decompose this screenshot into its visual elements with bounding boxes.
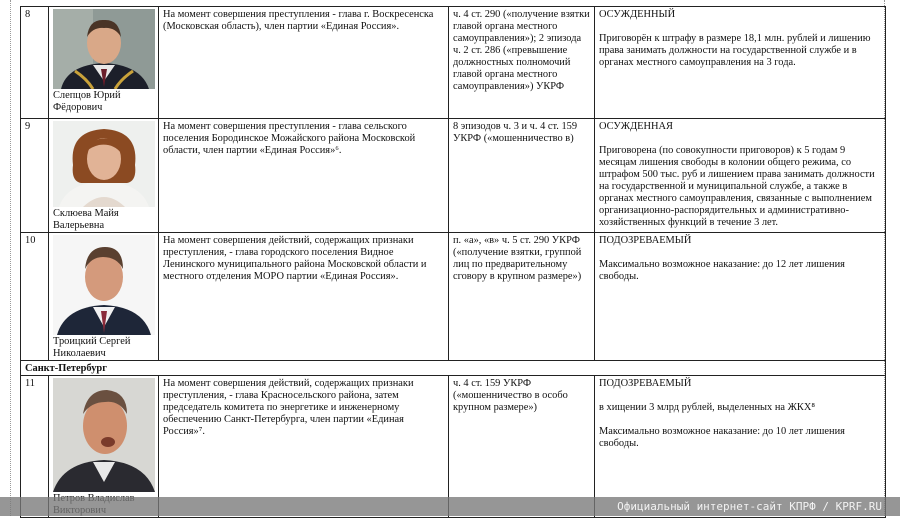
person-name: Троицкий Сергей Николаевич bbox=[53, 336, 131, 359]
row-number: 10 bbox=[21, 233, 49, 361]
region-header: Санкт-Петербург bbox=[21, 361, 886, 376]
row-number: 11 bbox=[21, 376, 49, 518]
position-cell: На момент совершения действий, содержащих признаки преступления, - глава городского поселения Видное Ленинского муниципального района Московской области и местного отделения МОРО партии «Единая Россия». bbox=[159, 233, 449, 361]
status-cell bbox=[595, 233, 886, 361]
spacer bbox=[599, 21, 881, 33]
portrait-photo bbox=[53, 9, 155, 89]
position-cell: На момент совершения преступления - глава г. Воскресенска (Московская область), член партии «Единая Россия». bbox=[159, 7, 449, 119]
position-cell: На момент совершения преступления - глава сельского поселения Бородинское Можайского района Московской области, член партии «Единая Россия»⁶. bbox=[159, 119, 449, 233]
sentence-details: Максимально возможное наказание: до 12 лет лишения свободы. bbox=[599, 259, 845, 282]
row-number: 9 bbox=[21, 119, 49, 233]
person-name: Склюева Майя Валерьевна bbox=[53, 208, 119, 231]
photo-cell bbox=[49, 7, 159, 119]
article-cell: 8 эпизодов ч. 3 и ч. 4 ст. 159 УКРФ («мошенничество в) bbox=[449, 119, 595, 233]
page-margin-left bbox=[10, 0, 11, 516]
officials-table bbox=[20, 6, 886, 518]
portrait-photo bbox=[53, 378, 155, 492]
table-row bbox=[21, 233, 886, 361]
article-cell: ч. 4 ст. 290 («получение взятки главой органа местного самоуправления»); 2 эпизода ч. 2 ст. 286 («превышение должностных полномочий главой органа местного самоуправления») УКРФ bbox=[449, 7, 595, 119]
spacer bbox=[599, 414, 881, 426]
portrait-photo bbox=[53, 121, 155, 207]
spacer bbox=[599, 247, 881, 259]
portrait-photo bbox=[53, 235, 155, 335]
site-watermark: Официальный интернет-сайт КПРФ / KPRF.RU bbox=[0, 497, 900, 516]
article-cell: п. «а», «в» ч. 5 ст. 290 УКРФ («получение взятки, группой лиц по предварительному сговору в крупном размере») bbox=[449, 233, 595, 361]
photo-cell bbox=[49, 233, 159, 361]
suspicion-details: в хищении 3 млрд рублей, выделенных на ЖКХ⁸ bbox=[599, 402, 815, 413]
status-label: ПОДОЗРЕВАЕМЫЙ bbox=[599, 235, 692, 246]
sentence-details: Максимально возможное наказание: до 10 лет лишения свободы. bbox=[599, 426, 845, 449]
article-cell: ч. 4 ст. 159 УКРФ («мошенничество в особо крупном размере») bbox=[449, 376, 595, 518]
sentence-details: Приговорён к штрафу в размере 18,1 млн. рублей и лишению права занимать должности на государственной службе и в органах местного самоуправления на 3 года. bbox=[599, 33, 871, 68]
spacer bbox=[599, 390, 881, 402]
status-label: ОСУЖДЕННАЯ bbox=[599, 121, 673, 132]
status-cell bbox=[595, 7, 886, 119]
region-header-row bbox=[21, 361, 886, 376]
status-label: ОСУЖДЕННЫЙ bbox=[599, 9, 676, 20]
position-cell: На момент совершения действий, содержащих признаки преступления, - глава Красносельского района, затем председатель комитета по энергетике и инженерному обеспечению Санкт-Петербурга, член партии «Единая Россия»⁷. bbox=[159, 376, 449, 518]
sentence-details: Приговорена (по совокупности приговоров) к 5 годам 9 месяцам лишения свободы в колонии общего режима, со штрафом 500 тыс. руб и лишением права занимать должности на государственной и муниципальной службе, а также в органах местного самоуправления, связанные с выполнением организационно-распорядительных и административно-хозяйственных функций в течение 3 лет. bbox=[599, 145, 875, 228]
status-cell bbox=[595, 119, 886, 233]
table-row bbox=[21, 7, 886, 119]
table-row bbox=[21, 119, 886, 233]
status-label: ПОДОЗРЕВАЕМЫЙ bbox=[599, 378, 692, 389]
person-name: Слепцов Юрий Фёдорович bbox=[53, 90, 121, 113]
spacer bbox=[599, 133, 881, 145]
photo-cell bbox=[49, 119, 159, 233]
row-number: 8 bbox=[21, 7, 49, 119]
